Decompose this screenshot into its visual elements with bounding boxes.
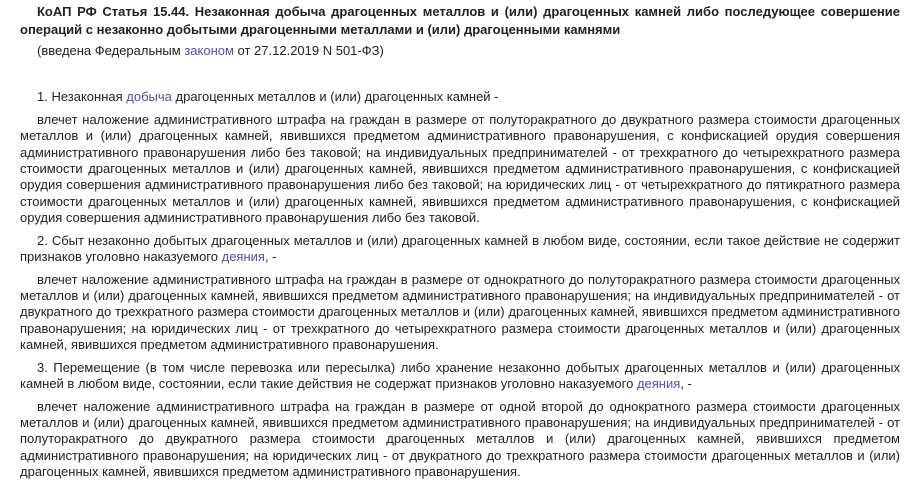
text: 1. Незаконная (37, 89, 127, 105)
intro-text: (введена Федеральным (37, 43, 185, 58)
part-3-sanction: влечет наложение административного штрафа на граждан в размере от одной второй до однократного размера стоимости драгоценных металлов и (или) драгоценных камней, явившихся предметом административного правонарушения; на индивидуальных предпринимателей - от полуторакратного до двукратного размера стоимости драгоценных металлов и (или) драгоценных камней, явившихся предметом административного правонарушения; на юридических лиц - от двукратного до трехкратного размера стоимости драгоценных металлов и (или) драгоценных камней, явившихся предметом административного правонарушения. (20, 398, 900, 480)
part-2-disposition (20, 233, 900, 266)
part-2-sanction: влечет наложение административного штрафа на граждан в размере от однократного до полуторакратного размера стоимости драгоценных металлов и (или) драгоценных камней, явившихся предметом административного правонарушения; на индивидуальных предпринимателей - от двукратного до трехкратного размера стоимости драгоценных металлов и (или) драгоценных камней, явившихся предметом административного правонарушения; на юридических лиц - от трехкратного до четырехкратного размера стоимости драгоценных металлов и (или) драгоценных камней, явившихся предметом административного правонарушения. (20, 271, 900, 352)
text: драгоценных металлов и (или) драгоценных камней - (171, 89, 499, 105)
part-3-disposition (20, 360, 900, 393)
text: 3. Перемещение (в том числе перевозка или пересылка) либо хранение незаконно добытых драгоценных металлов и (или) драгоценных камней в любом виде, состоянии, если такие действия не содержат признаков уголовно наказуемого (20, 359, 900, 392)
extraction-link[interactable]: добыча (126, 89, 172, 105)
article (20, 3, 900, 487)
part-1-disposition (20, 89, 900, 105)
text: , - (264, 248, 277, 264)
intro-text: от 27.12.2019 N 501-ФЗ) (233, 43, 384, 58)
law-link[interactable]: законом (184, 43, 234, 58)
part-1-sanction: влечет наложение административного штрафа на граждан в размере от полуторакратного до двукратного размера стоимости драгоценных металлов и (или) драгоценных камней, явившихся предметом административного правонарушения, с конфискацией орудия совершения административного правонарушения либо без таковой; на индивидуальных предпринимателей - от трехкратного до четырехкратного размера стоимости драгоценных металлов и (или) драгоценных камней, явившихся предметом административного правонарушения, с конфискацией орудия совершения административного правонарушения либо без таковой; на юридических лиц - от четырехкратного до пятикратного размера стоимости драгоценных металлов и (или) драгоценных камней, явившихся предметом административного правонарушения, с конфискацией орудия совершения административного правонарушения либо без таковой. (20, 112, 900, 225)
text: , - (680, 376, 692, 392)
text: 2. Сбыт незаконно добытых драгоценных металлов и (или) драгоценных камней в любом виде, состоянии, если такое действие не содержит признаков уголовно наказуемого (20, 232, 900, 264)
article-title: КоАП РФ Статья 15.44. Незаконная добыча драгоценных металлов и (или) драгоценных камней либо последующее совершение операций с незаконно добытыми драгоценными металлами и (или) драгоценными камнями (20, 4, 900, 37)
intro-note (20, 43, 900, 59)
act-link[interactable]: деяния (221, 248, 265, 264)
act-link[interactable]: деяния (636, 376, 681, 392)
